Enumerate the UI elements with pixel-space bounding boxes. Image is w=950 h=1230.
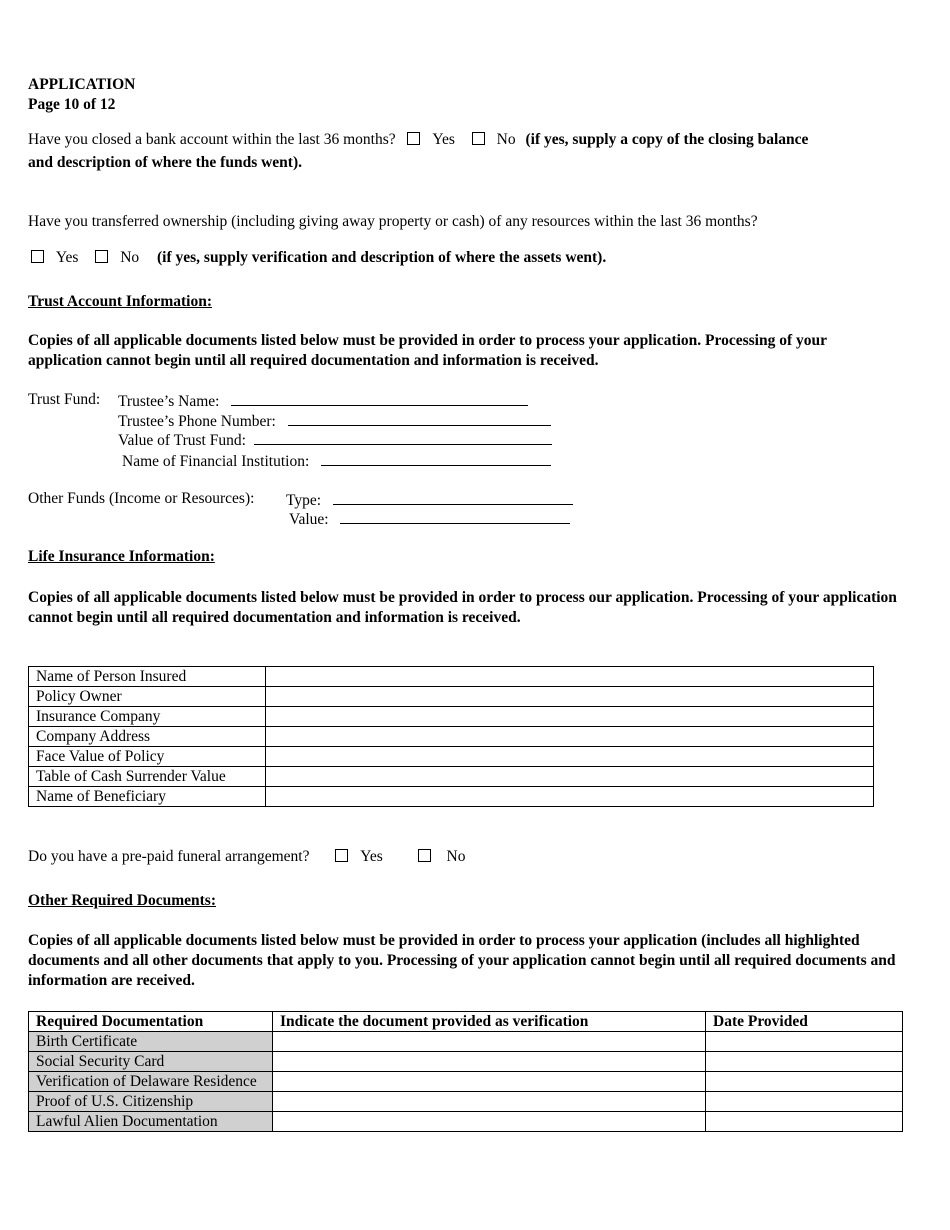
column-header: Required Documentation bbox=[29, 1012, 273, 1032]
other-funds-value-row bbox=[289, 509, 570, 529]
date-cell[interactable] bbox=[706, 1072, 903, 1092]
transfer-options-row bbox=[31, 249, 606, 267]
verification-cell[interactable] bbox=[273, 1112, 706, 1132]
doc-name: Verification of Delaware Residence bbox=[29, 1072, 273, 1092]
table-row bbox=[29, 1072, 903, 1092]
date-cell[interactable] bbox=[706, 1052, 903, 1072]
column-header: Indicate the document provided as verification bbox=[273, 1012, 706, 1032]
table-row bbox=[29, 667, 874, 687]
row-label: Face Value of Policy bbox=[29, 747, 266, 767]
answer-cell[interactable] bbox=[266, 727, 874, 747]
table-row bbox=[29, 787, 874, 807]
row-label: Policy Owner bbox=[29, 687, 266, 707]
transfer-no-label: No bbox=[120, 249, 140, 266]
table-row bbox=[29, 747, 874, 767]
institution-field[interactable] bbox=[321, 451, 551, 466]
bank-no-label: No bbox=[496, 131, 516, 148]
table-header-row bbox=[29, 1012, 903, 1032]
verification-cell[interactable] bbox=[273, 1032, 706, 1052]
funeral-no-label: No bbox=[446, 848, 466, 865]
other-funds-value-label: Value: bbox=[289, 511, 329, 528]
trustee-phone-field[interactable] bbox=[288, 411, 551, 426]
bank-note-continued: and description of where the funds went). bbox=[28, 154, 302, 171]
row-label: Table of Cash Surrender Value bbox=[29, 767, 266, 787]
trust-heading: Trust Account Information: bbox=[28, 293, 212, 310]
row-label: Insurance Company bbox=[29, 707, 266, 727]
trustee-name-label: Trustee’s Name: bbox=[118, 393, 220, 410]
table-row bbox=[29, 707, 874, 727]
funeral-question: Do you have a pre-paid funeral arrangement? bbox=[28, 848, 310, 865]
column-header: Date Provided bbox=[706, 1012, 903, 1032]
bank-yes-label: Yes bbox=[432, 131, 455, 148]
other-docs-notice: Copies of all applicable documents listed below must be provided in order to process your application (includes all highlighted documents and all other documents that apply to you. Processing of your application cannot begin until all required documents and information are received. bbox=[28, 932, 896, 989]
form-title: APPLICATION bbox=[28, 76, 136, 93]
trustee-name-row bbox=[118, 391, 528, 411]
answer-cell[interactable] bbox=[266, 707, 874, 727]
other-funds-label: Other Funds (Income or Resources): bbox=[28, 490, 255, 507]
funeral-no-checkbox[interactable] bbox=[418, 849, 431, 862]
bank-note: (if yes, supply a copy of the closing balance bbox=[525, 131, 809, 148]
other-docs-heading: Other Required Documents: bbox=[28, 892, 216, 909]
doc-name: Birth Certificate bbox=[29, 1032, 273, 1052]
trust-value-row bbox=[118, 430, 552, 450]
answer-cell[interactable] bbox=[266, 687, 874, 707]
trust-value-label: Value of Trust Fund: bbox=[118, 432, 246, 449]
transfer-note: (if yes, supply verification and description of where the assets went). bbox=[157, 249, 607, 266]
trustee-phone-label: Trustee’s Phone Number: bbox=[118, 413, 276, 430]
funeral-row bbox=[28, 848, 465, 866]
trust-notice: Copies of all applicable documents listed below must be provided in order to process your application. Processing of your application cannot begin until all required documentation and information is received. bbox=[28, 332, 827, 369]
trust-value-field[interactable] bbox=[254, 430, 552, 445]
date-cell[interactable] bbox=[706, 1112, 903, 1132]
institution-label: Name of Financial Institution: bbox=[122, 453, 310, 470]
other-funds-type-field[interactable] bbox=[333, 490, 573, 505]
other-funds-type-label: Type: bbox=[286, 492, 322, 509]
answer-cell[interactable] bbox=[266, 767, 874, 787]
answer-cell[interactable] bbox=[266, 667, 874, 687]
table-row bbox=[29, 767, 874, 787]
date-cell[interactable] bbox=[706, 1032, 903, 1052]
trust-fund-label: Trust Fund: bbox=[28, 391, 101, 408]
life-insurance-table bbox=[28, 666, 874, 807]
life-notice: Copies of all applicable documents listed below must be provided in order to process our application. Processing of your application cannot begin until all required documentation and information is received. bbox=[28, 589, 897, 626]
row-label: Name of Beneficiary bbox=[29, 787, 266, 807]
transfer-question: Have you transferred ownership (including giving away property or cash) of any resources within the last 36 months? bbox=[28, 213, 758, 230]
trustee-name-field[interactable] bbox=[231, 391, 528, 406]
doc-name: Proof of U.S. Citizenship bbox=[29, 1092, 273, 1112]
date-cell[interactable] bbox=[706, 1092, 903, 1112]
transfer-no-checkbox[interactable] bbox=[95, 250, 108, 263]
transfer-yes-label: Yes bbox=[55, 249, 79, 266]
table-row bbox=[29, 1032, 903, 1052]
bank-question-row bbox=[28, 131, 808, 149]
table-row bbox=[29, 1092, 903, 1112]
funeral-yes-label: Yes bbox=[360, 848, 383, 865]
table-row bbox=[29, 1112, 903, 1132]
answer-cell[interactable] bbox=[266, 787, 874, 807]
verification-cell[interactable] bbox=[273, 1092, 706, 1112]
doc-name: Social Security Card bbox=[29, 1052, 273, 1072]
answer-cell[interactable] bbox=[266, 747, 874, 767]
other-funds-value-field[interactable] bbox=[340, 509, 570, 524]
required-docs-table bbox=[28, 1011, 903, 1132]
life-heading: Life Insurance Information: bbox=[28, 548, 215, 565]
other-funds-type-row bbox=[286, 490, 573, 510]
table-row bbox=[29, 687, 874, 707]
verification-cell[interactable] bbox=[273, 1052, 706, 1072]
table-row bbox=[29, 727, 874, 747]
row-label: Company Address bbox=[29, 727, 266, 747]
doc-name: Lawful Alien Documentation bbox=[29, 1112, 273, 1132]
table-row bbox=[29, 1052, 903, 1072]
transfer-yes-checkbox[interactable] bbox=[31, 250, 44, 263]
verification-cell[interactable] bbox=[273, 1072, 706, 1092]
page-number: Page 10 of 12 bbox=[28, 96, 116, 113]
trustee-phone-row bbox=[118, 411, 551, 431]
bank-question: Have you closed a bank account within the last 36 months? bbox=[28, 131, 396, 148]
bank-no-checkbox[interactable] bbox=[472, 132, 485, 145]
row-label: Name of Person Insured bbox=[29, 667, 266, 687]
bank-yes-checkbox[interactable] bbox=[407, 132, 420, 145]
institution-row bbox=[122, 451, 551, 471]
funeral-yes-checkbox[interactable] bbox=[335, 849, 348, 862]
